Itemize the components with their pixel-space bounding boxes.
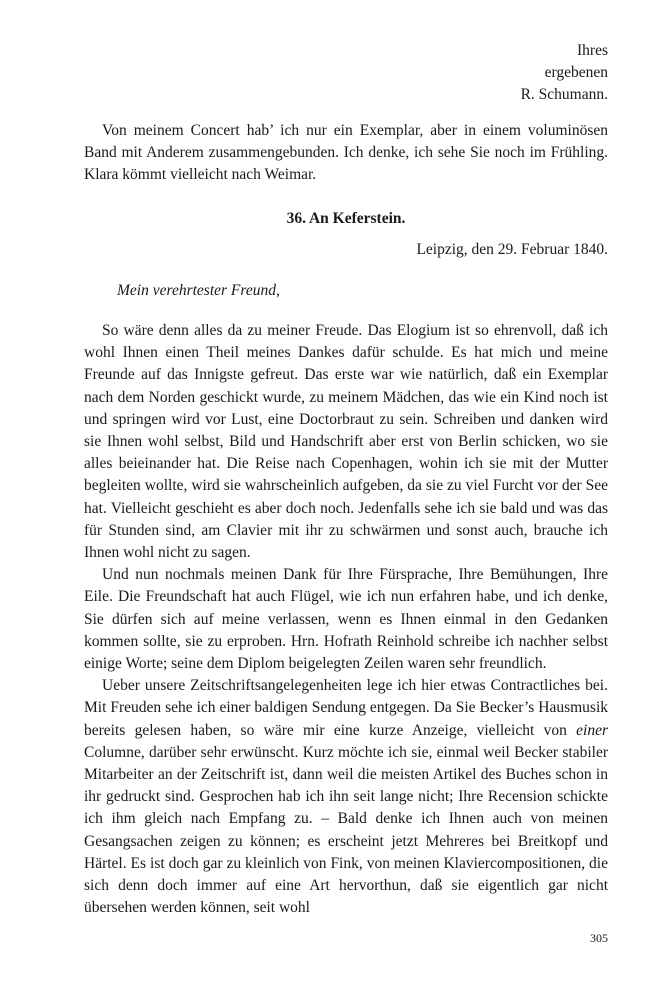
salutation-punctuation: ,: [275, 282, 280, 299]
paragraph-3-part-b: Columne, darüber sehr erwünscht. Kurz möchte ich sie, einmal weil Becker stabiler Mitarbeiter an der Zeitschrift ist, dann weil die meisten Artikel des Buches schon in ihr gedruckt sind. Gesprochen hab ich ihn seit lange nicht; Ihre Recension schickte ich ihm gleich nach Empfang zu. – Bald denke ich Ihnen auch von meinen Gesangsachen zeigen zu können; es erscheint jetzt Mehreres bei Breitkopf und Härtel. Es ist doch gar zu kleinlich von Fink, von meinen Klaviercompositionen, die sich denn doch immer auf eine Art hervorthun, daß sie eigentlich gar nicht übersehen werden können, seit wohl: [84, 743, 608, 917]
postscript-paragraph: Von meinem Concert hab’ ich nur ein Exemplar, aber in einem voluminösen Band mit Anderem zusammengebunden. Ich denke, ich sehe Sie noch im Frühling. Klara kömmt vielleicht nach Weimar.: [84, 122, 608, 184]
letter-closing: [521, 40, 608, 106]
body-paragraph-1: So wäre denn alles da zu meiner Freude. Das Elogium ist so ehrenvoll, daß ich wohl Ihnen einen Theil meines Dankes dafür schulde. Es hat mich und meine Freunde auf das Innigste gefreut. Das erste war wie natürlich, daß ein Exemplar nach dem Norden geschickt wurde, zu meinem Mädchen, das wie ein Kind noch ist und springen wird vor Lust, eine Doctorbraut zu sein. Schreiben und danken wird sie Ihnen wohl selbst, Bild und Handschrift aber erst von Berlin schicken, wo sie alles beieinander hat. Die Reise nach Copenhagen, wohin ich sie mit der Mutter begleiten wollte, wird sie wahrscheinlich aufgeben, da sie zu viel Furcht vor der See hat. Vielleicht geschieht es aber doch noch. Jedenfalls sehe ich sie bald und was das für Stunden sind, am Clavier mit ihr zu schwärmen und sonst auch, brauche ich Ihnen wohl nicht zu sagen.: [84, 322, 608, 562]
body-paragraph-3: [84, 675, 608, 919]
salutation-text: Mein verehrtester Freund: [117, 282, 276, 299]
paragraph-3-emphasis: einer: [576, 721, 608, 739]
letter-heading: 36. An Keferstein.: [286, 210, 406, 227]
letter-body: [84, 320, 608, 919]
paragraph-3-part-a: Ueber unsere Zeitschriftsangelegenheiten lege ich hier etwas Contractliches bei. Mit Freuden sehe ich einer baldigen Sendung entgegen. Da Sie Becker’s Hausmusik bereits gelesen haben, so wäre mir eine kurze Anzeige, vielleicht von: [84, 677, 608, 739]
letter-dateline: Leipzig, den 29. Februar 1840.: [416, 241, 608, 258]
closing-signature: R. Schumann.: [520, 86, 608, 103]
body-paragraph-2: Und nun nochmals meinen Dank für Ihre Fürsprache, Ihre Bemühungen, Ihre Eile. Die Freundschaft hat auch Flügel, wie ich nun erfahren habe, und ich denke, Sie dürfen sich auf meine verlassen, wenn es Ihnen einmal in den Gedanken kommen sollte, sie zu erproben. Hrn. Hofrath Reinhold schreibe ich nachher selbst einige Worte; seine dem Diplom beigelegten Zeilen waren sehr freundlich.: [84, 566, 608, 673]
closing-line-2: ergebenen: [544, 64, 608, 81]
page-number: 305: [590, 931, 608, 945]
postscript-block: [84, 120, 608, 187]
closing-line-1: Ihres: [577, 42, 608, 59]
letter-salutation: [117, 280, 280, 302]
